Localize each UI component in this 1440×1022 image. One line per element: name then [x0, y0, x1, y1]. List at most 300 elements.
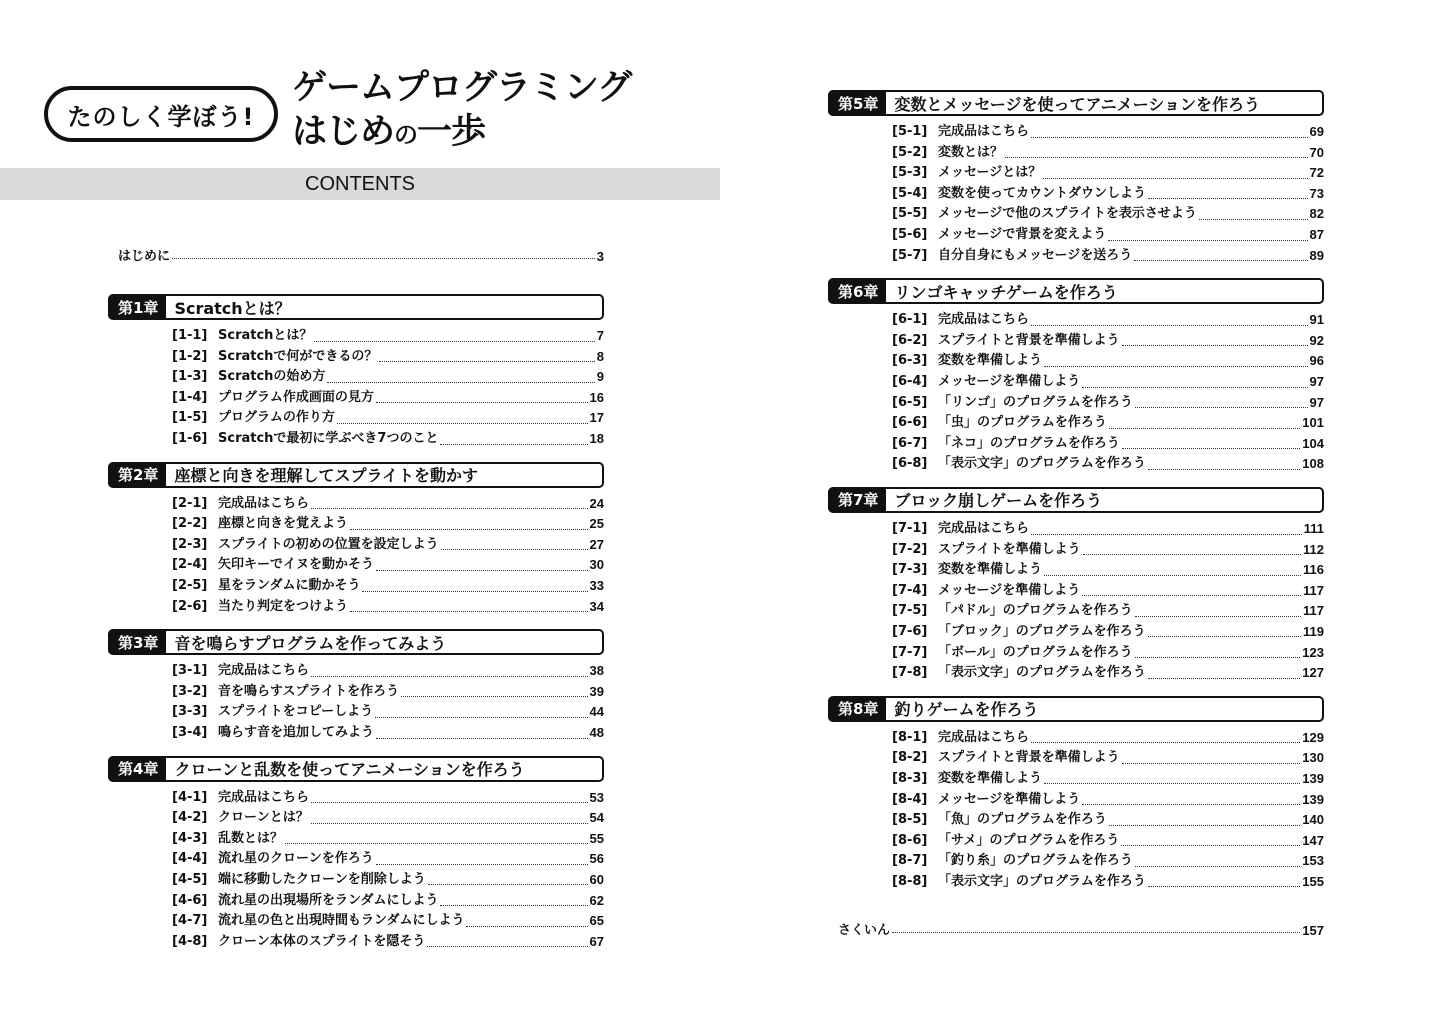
toc-entry[interactable]	[828, 519, 1324, 540]
book-title-line2	[292, 110, 631, 157]
toc-index-page: 157	[1302, 923, 1324, 939]
section-title: 「表示文字」のプログラムを作ろう	[938, 873, 1146, 889]
leader-dots	[1082, 387, 1307, 388]
book-title-part-a: はじめ	[292, 112, 395, 152]
section-number: [7-2]	[892, 541, 928, 557]
leader-dots	[1148, 636, 1301, 637]
leader-dots	[375, 717, 587, 718]
chapter-heading[interactable]	[828, 487, 1324, 513]
toc-entry[interactable]	[108, 494, 604, 515]
leader-dots	[311, 802, 588, 803]
section-title: 変数とは？	[938, 144, 1004, 160]
page-number: 25	[589, 516, 604, 532]
leader-dots	[1082, 595, 1301, 596]
section-number: [3-1]	[172, 663, 208, 679]
toc-entry[interactable]	[828, 163, 1324, 184]
section-title: 矢印キーでイヌを動かそう	[218, 557, 375, 573]
section-number: [3-4]	[172, 725, 208, 740]
section-title: 完成品はこちら	[938, 521, 1030, 536]
leader-dots	[1134, 260, 1307, 261]
section-title: 完成品はこちら	[218, 789, 310, 805]
section-number: [7-7]	[892, 644, 928, 660]
toc-index-label: さくいん	[838, 923, 891, 939]
toc-entry[interactable]	[828, 872, 1324, 893]
section-number: [8-4]	[892, 791, 928, 807]
section-number: [4-7]	[172, 913, 208, 929]
leader-dots	[1005, 157, 1308, 158]
page-number: 67	[589, 933, 604, 949]
leader-dots	[376, 738, 588, 739]
leader-dots	[1031, 137, 1308, 138]
toc-entry[interactable]	[108, 347, 604, 368]
page-number: 69	[1309, 124, 1324, 140]
toc-entry[interactable]	[108, 788, 604, 809]
page-number: 97	[1309, 374, 1324, 390]
section-number: [7-8]	[892, 665, 928, 681]
leader-dots	[892, 932, 1300, 933]
chapter-title: 音を鳴らすプログラムを作ってみよう	[174, 633, 447, 653]
leader-dots	[1044, 783, 1300, 784]
section-title: スプライトを準備しよう	[938, 541, 1081, 557]
section-title: メッセージとは？	[938, 165, 1042, 181]
section-number: [3-2]	[172, 683, 208, 699]
section-title: 「表示文字」のプログラムを作ろう	[938, 456, 1146, 472]
page-number: 140	[1302, 812, 1324, 828]
leader-dots	[1148, 198, 1308, 199]
section-number: [3-3]	[172, 704, 208, 720]
section-number: [6-2]	[892, 332, 928, 348]
toc-entry[interactable]	[108, 932, 604, 953]
page-number: 82	[1309, 206, 1324, 222]
page-number: 119	[1303, 623, 1324, 639]
toc-index[interactable]	[838, 914, 1324, 938]
page-number: 38	[589, 663, 604, 679]
section-title: 星をランダムに動かそう	[218, 578, 361, 594]
toc-entry[interactable]	[828, 622, 1324, 643]
section-title: 完成品はこちら	[938, 312, 1030, 328]
section-number: [4-3]	[172, 830, 208, 846]
section-number: [7-3]	[892, 562, 928, 578]
leader-dots	[376, 402, 588, 403]
leader-dots	[311, 676, 588, 677]
section-title: 完成品はこちら	[218, 663, 310, 679]
page-number: 111	[1303, 521, 1324, 536]
page-number: 117	[1303, 582, 1324, 598]
section-title: メッセージで背景を変えよう	[938, 227, 1107, 243]
toc-entry[interactable]	[828, 246, 1324, 267]
toc-entry[interactable]	[828, 204, 1324, 225]
section-title: Scratchで最初に学ぶべき7つのこと	[218, 431, 439, 447]
toc-entry[interactable]	[108, 829, 604, 850]
toc-entry[interactable]	[828, 540, 1324, 561]
section-number: [1-4]	[172, 389, 208, 405]
page-number: 129	[1302, 729, 1324, 745]
toc-entry[interactable]	[108, 408, 604, 429]
section-title: 流れ星のクローンを作ろう	[218, 851, 374, 867]
toc-entry[interactable]	[828, 225, 1324, 246]
section-number: [5-7]	[892, 247, 928, 263]
chapter-title: Scratchとは？	[174, 298, 291, 318]
section-number: [7-1]	[892, 521, 928, 536]
section-number: [8-6]	[892, 832, 928, 848]
section-number: [2-2]	[172, 516, 208, 532]
section-number: [8-3]	[892, 770, 928, 786]
leader-dots	[1135, 407, 1308, 408]
page-number: 70	[1309, 144, 1324, 160]
toc-entry[interactable]	[828, 831, 1324, 852]
contents-heading: CONTENTS	[0, 168, 720, 200]
book-title	[292, 66, 631, 157]
section-number: [5-2]	[892, 144, 928, 160]
leader-dots	[1122, 448, 1300, 449]
section-number: [5-4]	[892, 185, 928, 201]
page-number: 89	[1309, 247, 1324, 263]
page-number: 34	[589, 598, 604, 614]
section-number: [6-3]	[892, 353, 928, 369]
page-number: 65	[589, 913, 604, 929]
toc-entry[interactable]	[108, 326, 604, 347]
section-number: [8-8]	[892, 873, 928, 889]
section-title: 自分自身にもメッセージを送ろう	[938, 247, 1133, 263]
leader-dots	[440, 905, 587, 906]
page-number: 9	[596, 369, 604, 385]
leader-dots	[441, 549, 588, 550]
chapter-number: 第4章	[108, 758, 166, 780]
section-title: 変数を準備しよう	[938, 562, 1043, 578]
section-number: [2-3]	[172, 536, 208, 552]
section-title: メッセージを準備しよう	[938, 791, 1081, 807]
page-number: 44	[589, 704, 604, 720]
toc-entry[interactable]	[828, 372, 1324, 393]
leader-dots	[1082, 804, 1300, 805]
page-number: 153	[1302, 853, 1324, 869]
toc-entry[interactable]	[828, 454, 1324, 475]
chapter-title: リンゴキャッチゲームを作ろう	[894, 282, 1118, 302]
page-number: 60	[589, 871, 604, 887]
chapter-heading[interactable]	[108, 756, 604, 782]
toc-column-right	[828, 90, 1324, 938]
section-title: Scratchの始め方	[218, 369, 326, 385]
toc-entry[interactable]	[828, 789, 1324, 810]
section-number: [4-8]	[172, 933, 208, 949]
leader-dots	[1109, 825, 1300, 826]
toc-column-left	[108, 240, 604, 952]
toc-entry[interactable]	[828, 851, 1324, 872]
section-title: 流れ星の出現場所をランダムにしよう	[218, 892, 439, 908]
page-number: 155	[1302, 873, 1324, 889]
leader-dots	[172, 258, 595, 259]
page-number: 72	[1309, 165, 1324, 181]
leader-dots	[337, 423, 588, 424]
toc-entry[interactable]	[108, 849, 604, 870]
toc-entry[interactable]	[108, 367, 604, 388]
section-title: 座標と向きを覚えよう	[218, 516, 349, 532]
leader-dots	[311, 508, 588, 509]
section-number: [6-8]	[892, 456, 928, 472]
section-number: [7-5]	[892, 603, 928, 619]
leader-dots	[1135, 616, 1301, 617]
section-number: [5-3]	[892, 165, 928, 181]
chapter-heading[interactable]	[828, 278, 1324, 304]
chapter-heading[interactable]	[108, 629, 604, 655]
leader-dots	[428, 884, 588, 885]
leader-dots	[1135, 657, 1301, 658]
page-number: 8	[596, 348, 604, 364]
section-title: 「パドル」のプログラムを作ろう	[938, 603, 1133, 619]
section-number: [2-5]	[172, 578, 208, 594]
toc-entry[interactable]	[828, 413, 1324, 434]
page-number: 139	[1302, 770, 1324, 786]
toc-intro-label: はじめに	[118, 249, 171, 264]
section-number: [7-4]	[892, 582, 928, 598]
section-title: 「釣り糸」のプログラムを作ろう	[938, 853, 1133, 869]
toc-entry[interactable]	[828, 184, 1324, 205]
toc-entry[interactable]	[108, 890, 604, 911]
chapter-number: 第3章	[108, 631, 166, 653]
leader-dots	[466, 926, 587, 927]
page-number: 73	[1309, 185, 1324, 201]
leader-dots	[1031, 325, 1308, 326]
section-title: 音を鳴らすスプライトを作ろう	[218, 683, 400, 699]
section-title: 変数を準備しよう	[938, 353, 1043, 369]
chapter-heading[interactable]	[828, 696, 1324, 722]
leader-dots	[1109, 428, 1300, 429]
section-number: [5-5]	[892, 206, 928, 222]
section-title: 鳴らす音を追加してみよう	[218, 725, 375, 740]
section-title: スプライトと背景を準備しよう	[938, 750, 1120, 766]
toc-intro[interactable]	[118, 240, 604, 264]
page-number: 48	[589, 725, 604, 740]
page-number: 97	[1309, 394, 1324, 410]
chapter-number: 第8章	[828, 698, 886, 720]
section-number: [7-6]	[892, 623, 928, 639]
toc-entry[interactable]	[108, 870, 604, 891]
leader-dots	[440, 444, 587, 445]
toc-entry[interactable]	[108, 808, 604, 829]
section-number: [2-6]	[172, 598, 208, 614]
page-number: 54	[589, 810, 604, 826]
book-title-part-b: の	[394, 121, 418, 149]
leader-dots	[362, 591, 587, 592]
section-number: [4-4]	[172, 851, 208, 867]
section-number: [6-5]	[892, 394, 928, 410]
chapter-number: 第2章	[108, 464, 166, 486]
section-title: 「ブロック」のプログラムを作ろう	[938, 623, 1146, 639]
leader-dots	[376, 570, 588, 571]
page-number: 87	[1309, 227, 1324, 243]
toc-entry[interactable]	[108, 388, 604, 409]
toc-entry[interactable]	[828, 331, 1324, 352]
leader-dots	[1044, 575, 1301, 576]
leader-dots	[1148, 678, 1300, 679]
page-number: 30	[589, 557, 604, 573]
chapter-number: 第7章	[828, 489, 886, 511]
chapter-heading[interactable]	[108, 294, 604, 320]
page-number: 56	[589, 851, 604, 867]
leader-dots	[1148, 469, 1300, 470]
page-number: 91	[1309, 312, 1324, 328]
section-number: [6-4]	[892, 374, 928, 390]
chapter-heading[interactable]	[828, 90, 1324, 116]
leader-dots	[1108, 240, 1307, 241]
leader-dots	[1043, 178, 1307, 179]
page-number: 123	[1302, 644, 1324, 660]
page-number: 112	[1303, 541, 1324, 557]
leader-dots	[1135, 866, 1300, 867]
toc-entry[interactable]	[108, 702, 604, 723]
leader-dots	[314, 341, 594, 342]
page-number: 139	[1302, 791, 1324, 807]
chapter-title: 座標と向きを理解してスプライトを動かす	[174, 466, 478, 486]
leader-dots	[285, 843, 588, 844]
section-number: [1-5]	[172, 410, 208, 426]
toc-entry[interactable]	[828, 581, 1324, 602]
section-number: [8-7]	[892, 853, 928, 869]
chapter-title: 釣りゲームを作ろう	[894, 700, 1039, 720]
chapter-title: ブロック崩しゲームを作ろう	[894, 491, 1103, 511]
section-title: Scratchで何ができるの？	[218, 348, 378, 364]
toc-entry[interactable]	[108, 535, 604, 556]
toc-entry[interactable]	[108, 576, 604, 597]
toc-entry[interactable]	[828, 393, 1324, 414]
chapter-number: 第1章	[108, 296, 166, 318]
chapter-title: クローンと乱数を使ってアニメーションを作ろう	[174, 760, 525, 779]
toc-entry[interactable]	[828, 810, 1324, 831]
page-number: 116	[1303, 562, 1324, 578]
chapter-number: 第6章	[828, 280, 886, 302]
section-number: [1-6]	[172, 431, 208, 447]
section-title: 「リンゴ」のプログラムを作ろう	[938, 394, 1133, 410]
section-title: 変数を使ってカウントダウンしよう	[938, 185, 1147, 201]
toc-entry[interactable]	[828, 143, 1324, 164]
section-number: [2-1]	[172, 495, 208, 511]
page-number: 55	[589, 830, 604, 846]
toc-entry[interactable]	[108, 597, 604, 618]
section-title: メッセージを準備しよう	[938, 582, 1081, 598]
section-title: 端に移動したクローンを削除しよう	[218, 871, 426, 887]
toc-intro-page: 3	[596, 249, 604, 264]
leader-dots	[350, 611, 588, 612]
section-number: [1-3]	[172, 369, 208, 385]
toc-entry[interactable]	[108, 514, 604, 535]
page-number: 62	[589, 892, 604, 908]
book-title-line1: ゲームプログラミング	[292, 68, 632, 108]
page-number: 33	[589, 578, 604, 594]
leader-dots	[427, 946, 587, 947]
page-number: 130	[1302, 750, 1324, 766]
section-title: プログラム作成画面の見方	[218, 389, 374, 405]
section-title: メッセージで他のスプライトを表示させよう	[938, 206, 1197, 222]
toc-entry[interactable]	[828, 728, 1324, 749]
page-number: 18	[589, 431, 604, 447]
section-title: メッセージを準備しよう	[938, 374, 1081, 390]
page-number: 117	[1303, 603, 1324, 619]
toc-entry[interactable]	[828, 769, 1324, 790]
page-number: 17	[589, 410, 604, 426]
page-number: 104	[1302, 435, 1324, 451]
toc-entry[interactable]	[828, 642, 1324, 663]
section-number: [5-6]	[892, 227, 928, 243]
leader-dots	[401, 696, 587, 697]
section-number: [5-1]	[892, 124, 928, 140]
section-title: クローン本体のスプライトを隠そう	[218, 933, 426, 949]
leader-dots	[1044, 366, 1308, 367]
section-title: 「ネコ」のプログラムを作ろう	[938, 435, 1120, 451]
leader-dots	[1121, 845, 1300, 846]
section-title: スプライトをコピーしよう	[218, 704, 374, 720]
section-number: [6-6]	[892, 415, 928, 431]
page-number: 24	[589, 495, 604, 511]
chapter-number: 第5章	[828, 92, 886, 114]
toc-entry[interactable]	[828, 351, 1324, 372]
section-title: 乱数とは？	[218, 830, 284, 846]
page-number: 108	[1302, 456, 1324, 472]
chapter-heading[interactable]	[108, 462, 604, 488]
section-title: 「魚」のプログラムを作ろう	[938, 812, 1107, 828]
chapter-title: 変数とメッセージを使ってアニメーションを作ろう	[894, 94, 1261, 114]
section-title: 「ボール」のプログラムを作ろう	[938, 644, 1133, 660]
leader-dots	[1199, 219, 1308, 220]
toc-entry[interactable]	[828, 560, 1324, 581]
page-number: 92	[1309, 332, 1324, 348]
section-title: 完成品はこちら	[218, 495, 310, 511]
section-number: [1-2]	[172, 348, 208, 364]
leader-dots	[327, 382, 594, 383]
leader-dots	[1122, 345, 1308, 346]
section-title: 完成品はこちら	[938, 124, 1030, 140]
page-number: 53	[589, 789, 604, 805]
leader-dots	[376, 864, 588, 865]
toc-entry[interactable]	[828, 310, 1324, 331]
leader-dots	[1148, 886, 1300, 887]
section-title: 完成品はこちら	[938, 729, 1030, 745]
leader-dots	[350, 529, 588, 530]
section-title: スプライトの初めの位置を設定しよう	[218, 536, 439, 552]
page-number: 101	[1302, 415, 1324, 431]
toc-entry[interactable]	[828, 748, 1324, 769]
toc-entry[interactable]	[108, 555, 604, 576]
leader-dots	[1031, 742, 1300, 743]
section-title: 「虫」のプログラムを作ろう	[938, 415, 1107, 431]
toc-entry[interactable]	[108, 661, 604, 682]
leader-dots	[379, 361, 594, 362]
leader-dots	[1031, 534, 1302, 535]
section-number: [8-2]	[892, 750, 928, 766]
toc-entry[interactable]	[108, 429, 604, 450]
section-title: 「表示文字」のプログラムを作ろう	[938, 665, 1146, 681]
page-number: 127	[1302, 665, 1324, 681]
toc-entry[interactable]	[828, 663, 1324, 684]
section-title: クローンとは？	[218, 810, 309, 826]
section-number: [4-2]	[172, 810, 208, 826]
toc-entry[interactable]	[828, 434, 1324, 455]
section-number: [6-1]	[892, 312, 928, 328]
section-number: [8-5]	[892, 812, 928, 828]
series-badge: たのしく学ぼう!	[44, 86, 278, 142]
toc-entry[interactable]	[108, 723, 604, 744]
toc-entry[interactable]	[828, 122, 1324, 143]
section-title: スプライトと背景を準備しよう	[938, 332, 1120, 348]
toc-entry[interactable]	[828, 601, 1324, 622]
section-title: Scratchとは？	[218, 328, 313, 344]
page-number: 39	[589, 683, 604, 699]
section-number: [2-4]	[172, 557, 208, 573]
toc-entry[interactable]	[108, 682, 604, 703]
toc-entry[interactable]	[108, 911, 604, 932]
section-title: 流れ星の色と出現時間もランダムにしよう	[218, 913, 465, 929]
section-title: 「サメ」のプログラムを作ろう	[938, 832, 1120, 848]
section-number: [4-1]	[172, 789, 208, 805]
